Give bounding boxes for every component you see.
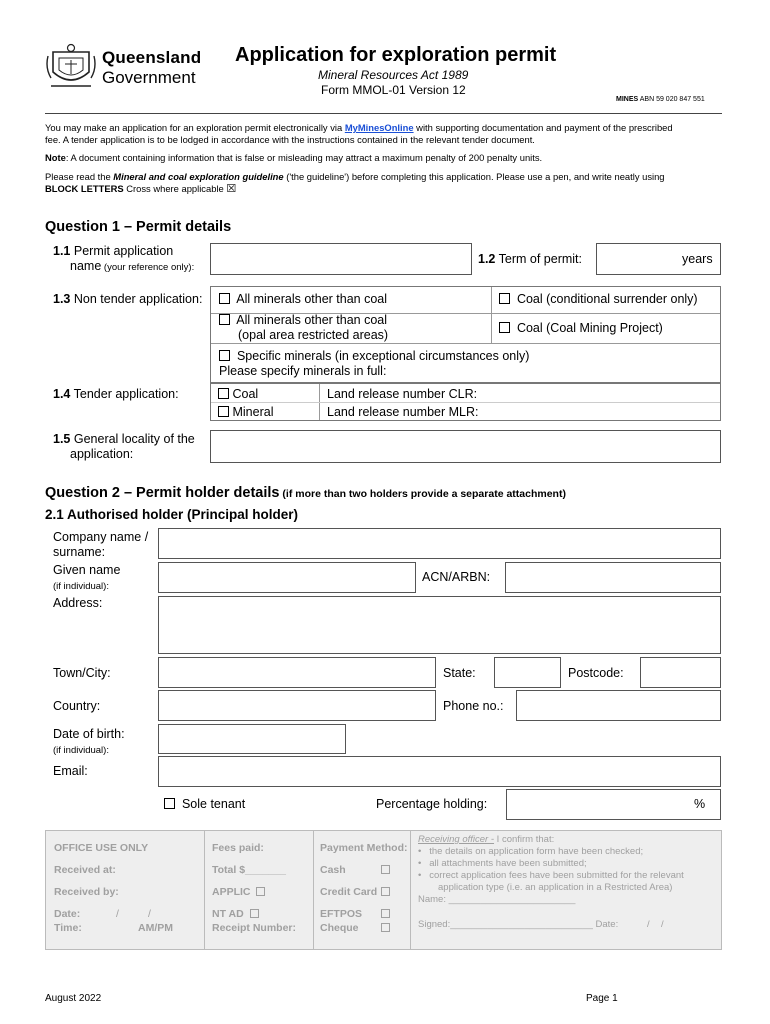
office-credit-checkbox: [381, 887, 390, 896]
office-date-sep-1: /: [116, 908, 119, 920]
label-postcode: Postcode:: [568, 666, 624, 680]
queensland-government-logo: [45, 42, 205, 94]
office-date: Date:: [54, 908, 81, 920]
intro-note: [45, 152, 725, 164]
office-payment-method: Payment Method:: [320, 842, 408, 854]
general-locality-input[interactable]: [210, 430, 721, 463]
text-1-5: General locality of the: [70, 432, 195, 446]
header-divider: [45, 113, 722, 114]
label-country: Country:: [53, 699, 101, 713]
given-label: Given name: [53, 563, 121, 577]
label-acn: ACN/ARBN:: [422, 570, 491, 584]
office-ampm: AM/PM: [138, 922, 173, 934]
label-1-1: [53, 244, 173, 259]
dob-sub-label: (if individual):: [53, 745, 109, 756]
office-applic-label: APPLIC: [212, 886, 251, 898]
question-2-note: (if more than two holders provide a separate attachment): [279, 488, 566, 500]
text-1-1b: name: [70, 259, 102, 273]
office-credit: Credit Card: [320, 886, 378, 898]
intro-text-1c: fee. A tender application is to be lodged in accordance with the instructions contained in the relevant tender document.: [45, 133, 535, 145]
office-applic-checkbox: [256, 887, 265, 896]
option-coal-conditional[interactable]: [499, 292, 698, 307]
abn-line: [616, 96, 705, 103]
form-version: Form MMOL-01 Version 12: [321, 83, 466, 97]
office-time: Time:: [54, 922, 82, 934]
option-specific-minerals[interactable]: [219, 349, 529, 379]
office-receipt: Receipt Number:: [212, 922, 297, 934]
question-1-heading: Question 1 – Permit details: [45, 219, 232, 235]
checkbox-specific-minerals[interactable]: [219, 350, 230, 361]
company-label-2: surname:: [53, 545, 106, 559]
intro-text-1b: with supporting documentation and payment of the prescribed: [413, 122, 673, 133]
question-2-heading: [45, 485, 566, 501]
date-of-birth-input[interactable]: [158, 724, 346, 754]
office-cash-checkbox: [381, 865, 390, 874]
guideline-title: Mineral and coal exploration guideline: [113, 171, 284, 182]
state-input[interactable]: [494, 657, 561, 688]
label-given-name: [53, 563, 120, 594]
tender-coal-label: Coal: [232, 387, 259, 401]
company-label-1: Company name /: [53, 530, 149, 544]
sole-tenant-option[interactable]: [164, 797, 245, 812]
question-2-title: Question 2 – Permit holder details: [45, 485, 280, 501]
abn-number: ABN 59 020 847 551: [639, 96, 705, 103]
text-1-2: Term of permit:: [495, 252, 582, 266]
col-divider: [491, 287, 492, 343]
phone-input[interactable]: [516, 690, 721, 721]
option-opal-label-2: (opal area restricted areas): [238, 328, 389, 342]
office-bullet-3: • correct application fees have been submitted for the relevant: [418, 870, 684, 881]
tender-coal-option[interactable]: [218, 387, 258, 402]
office-bullet-1: • the details on application form have been checked;: [418, 846, 644, 857]
row-divider: [211, 402, 720, 403]
block-letters: BLOCK LETTERS: [45, 182, 124, 194]
percent-unit: %: [694, 797, 706, 811]
num-1-2: 1.2: [478, 252, 496, 266]
option-coal-mining[interactable]: [499, 321, 663, 336]
label-address: Address:: [53, 596, 103, 610]
office-bullet-2-text: all attachments have been submitted;: [429, 858, 587, 869]
coat-of-arms-icon: [45, 42, 97, 94]
num-1-5: 1.5: [53, 432, 71, 446]
office-eftpos-checkbox: [381, 909, 390, 918]
checkbox-coal-mining[interactable]: [499, 322, 510, 333]
text-1-1: Permit application: [70, 244, 174, 258]
percentage-holding-input[interactable]: [506, 789, 721, 820]
intro-text-3b: ('the guideline') before completing this application. Please use a pen, and write neatly using: [283, 171, 665, 182]
footer-page: Page 1: [586, 993, 618, 1004]
label-dob: [53, 727, 125, 758]
address-input[interactable]: [158, 596, 721, 654]
option-specific-label-2: Please specify minerals in full:: [219, 364, 387, 378]
logo-text-government: Government: [102, 68, 196, 87]
label-1-1b: [70, 259, 194, 275]
intro-text-1a: You may make an application for an exploration permit electronically via: [45, 122, 345, 133]
office-use-title: OFFICE USE ONLY: [54, 842, 149, 854]
land-release-clr: Land release number CLR:: [327, 387, 478, 401]
office-bullet-2: • all attachments have been submitted;: [418, 858, 587, 869]
option-all-minerals[interactable]: [219, 292, 387, 307]
label-1-4: [53, 387, 179, 402]
num-1-4: 1.4: [53, 387, 71, 401]
note-text: : A document containing information that is false or misleading may attract a maximum penalty of 200 penalty units.: [65, 152, 543, 163]
office-total: Total $_______: [212, 864, 286, 876]
office-col-divider: [410, 831, 411, 949]
checkbox-all-minerals-opal[interactable]: [219, 314, 230, 325]
acn-input[interactable]: [505, 562, 721, 593]
intro-paragraph-1: [45, 122, 725, 145]
text-1-3: Non tender application:: [70, 292, 203, 306]
option-all-minerals-opal[interactable]: [219, 313, 388, 343]
label-phone: Phone no.:: [443, 699, 504, 713]
checkbox-tender-mineral[interactable]: [218, 406, 229, 417]
office-signed-sep-1: /: [647, 919, 650, 930]
checkbox-all-minerals[interactable]: [219, 293, 230, 304]
office-ntad-checkbox: [250, 909, 259, 918]
office-ntad: [212, 908, 259, 920]
office-receiving-confirm: I confirm that:: [494, 834, 555, 845]
checkbox-sole-tenant[interactable]: [164, 798, 175, 809]
office-receiving-officer: [418, 834, 554, 845]
office-fees-paid: Fees paid:: [212, 842, 264, 854]
office-bullet-1-text: the details on application form have been checked;: [429, 846, 644, 857]
num-1-3: 1.3: [53, 292, 71, 306]
intro-paragraph-3: [45, 171, 725, 194]
abn-mines: MINES: [616, 96, 639, 103]
note-label: Note: [45, 152, 66, 163]
email-input[interactable]: [158, 756, 721, 787]
num-1-1: 1.1: [53, 244, 71, 258]
office-cash: Cash: [320, 864, 346, 876]
text-1-4: Tender application:: [70, 387, 179, 401]
section-2-1-heading: 2.1 Authorised holder (Principal holder): [45, 507, 299, 522]
office-signed-line: Signed:___________________________ Date:: [418, 919, 619, 930]
label-town: Town/City:: [53, 666, 111, 680]
given-sub-label: (if individual):: [53, 581, 109, 592]
myminesonline-link[interactable]: MyMinesOnline: [344, 122, 414, 133]
office-signed-sep-2: /: [661, 919, 664, 930]
cross-symbol-icon: ☒: [226, 181, 237, 195]
postcode-input[interactable]: [640, 657, 721, 688]
office-col-divider: [204, 831, 205, 949]
office-receiving-officer-label: Receiving officer -: [418, 834, 495, 845]
checkbox-coal-conditional[interactable]: [499, 293, 510, 304]
office-cheque: Cheque: [320, 922, 359, 934]
intro-text-3a: Please read the: [45, 171, 114, 182]
label-1-3: [53, 292, 202, 307]
option-coal-mining-label: Coal (Coal Mining Project): [516, 321, 663, 335]
office-name-line: Name: ________________________: [418, 894, 576, 905]
land-release-mlr: Land release number MLR:: [327, 405, 479, 419]
office-bullet-3-cont: application type (i.e. an application in a Restricted Area): [438, 882, 673, 893]
label-1-5: [53, 432, 195, 447]
act-name: Mineral Resources Act 1989: [318, 68, 469, 82]
sole-tenant-label: Sole tenant: [181, 797, 246, 811]
label-percentage: Percentage holding:: [376, 797, 488, 811]
office-bullet-3-text: correct application fees have been submitted for the relevant: [429, 870, 684, 881]
office-date-sep-2: /: [148, 908, 151, 920]
tender-mineral-label: Mineral: [232, 405, 274, 419]
office-applic: [212, 886, 265, 898]
logo-text-queensland: Queensland: [102, 48, 202, 67]
option-all-minerals-label: All minerals other than coal: [236, 292, 388, 306]
permit-application-name-input[interactable]: [210, 243, 472, 275]
label-1-5b: application:: [70, 447, 134, 461]
office-cheque-checkbox: [381, 923, 390, 932]
label-1-2: [478, 252, 582, 267]
dob-label: Date of birth:: [53, 727, 125, 741]
text-1-1-sub: (your reference only):: [101, 262, 195, 273]
office-col-divider: [313, 831, 314, 949]
footer-date: August 2022: [45, 993, 102, 1004]
office-ntad-label: NT AD: [212, 908, 244, 920]
checkbox-tender-coal[interactable]: [218, 388, 229, 399]
page-title: Application for exploration permit: [235, 44, 557, 66]
office-received-by: Received by:: [54, 886, 119, 898]
option-specific-label-1: Specific minerals (in exceptional circumstances only): [236, 349, 530, 363]
office-use-panel: [45, 830, 722, 950]
office-eftpos: EFTPOS: [320, 908, 363, 920]
label-state: State:: [443, 666, 476, 680]
label-email: Email:: [53, 764, 88, 778]
tender-mineral-option[interactable]: [218, 405, 273, 420]
option-coal-conditional-label: Coal (conditional surrender only): [516, 292, 698, 306]
country-input[interactable]: [158, 690, 436, 721]
option-opal-label-1: All minerals other than coal: [236, 313, 388, 327]
row-divider: [211, 343, 720, 344]
office-received-at: Received at:: [54, 864, 116, 876]
intro-text-3c: Cross where applicable: [123, 182, 224, 194]
company-name-input[interactable]: [158, 528, 721, 559]
label-company-name: [53, 530, 148, 560]
town-input[interactable]: [158, 657, 436, 688]
given-name-input[interactable]: [158, 562, 416, 593]
years-unit: years: [682, 252, 713, 266]
